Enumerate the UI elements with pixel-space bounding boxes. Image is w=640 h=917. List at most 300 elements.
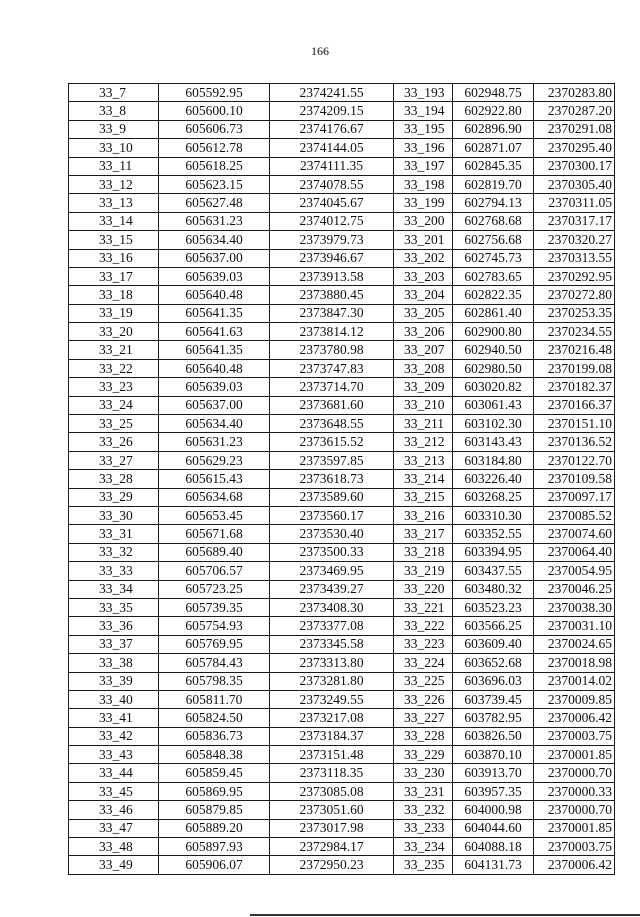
point-id-cell-right: 33_220 — [394, 580, 453, 598]
y-coordinate-cell-right: 2370199.08 — [534, 359, 615, 377]
y-coordinate-cell: 2373313.80 — [270, 654, 394, 672]
point-id-cell-right: 33_234 — [394, 838, 453, 856]
point-id-cell-right: 33_197 — [394, 157, 453, 175]
table-row — [69, 598, 615, 616]
table-row — [69, 690, 615, 708]
table-row — [69, 157, 615, 175]
point-id-cell: 33_41 — [69, 709, 159, 727]
y-coordinate-cell: 2373597.85 — [270, 451, 394, 469]
table-row — [69, 231, 615, 249]
table-row — [69, 415, 615, 433]
x-coordinate-cell: 605637.00 — [159, 249, 270, 267]
table-row — [69, 617, 615, 635]
x-coordinate-cell: 605641.35 — [159, 341, 270, 359]
coordinates-table — [68, 83, 615, 875]
table-row — [69, 580, 615, 598]
x-coordinate-cell-right: 602922.80 — [453, 102, 534, 120]
y-coordinate-cell: 2373249.55 — [270, 690, 394, 708]
x-coordinate-cell: 605641.35 — [159, 304, 270, 322]
table-row — [69, 396, 615, 414]
x-coordinate-cell: 605723.25 — [159, 580, 270, 598]
x-coordinate-cell-right: 603523.23 — [453, 598, 534, 616]
y-coordinate-cell: 2373151.48 — [270, 746, 394, 764]
y-coordinate-cell: 2373345.58 — [270, 635, 394, 653]
x-coordinate-cell: 605824.50 — [159, 709, 270, 727]
y-coordinate-cell-right: 2370305.40 — [534, 175, 615, 193]
x-coordinate-cell: 605639.03 — [159, 267, 270, 285]
x-coordinate-cell-right: 603652.68 — [453, 654, 534, 672]
x-coordinate-cell-right: 603609.40 — [453, 635, 534, 653]
y-coordinate-cell: 2373780.98 — [270, 341, 394, 359]
point-id-cell: 33_17 — [69, 267, 159, 285]
x-coordinate-cell: 605836.73 — [159, 727, 270, 745]
table-row — [69, 286, 615, 304]
y-coordinate-cell: 2373979.73 — [270, 231, 394, 249]
point-id-cell: 33_48 — [69, 838, 159, 856]
x-coordinate-cell: 605639.03 — [159, 378, 270, 396]
y-coordinate-cell: 2373439.27 — [270, 580, 394, 598]
point-id-cell: 33_40 — [69, 690, 159, 708]
table-row — [69, 856, 615, 874]
y-coordinate-cell: 2373184.37 — [270, 727, 394, 745]
y-coordinate-cell: 2373017.98 — [270, 819, 394, 837]
point-id-cell: 33_24 — [69, 396, 159, 414]
table-row — [69, 470, 615, 488]
y-coordinate-cell: 2373560.17 — [270, 506, 394, 524]
point-id-cell: 33_31 — [69, 525, 159, 543]
point-id-cell-right: 33_208 — [394, 359, 453, 377]
table-row — [69, 488, 615, 506]
point-id-cell: 33_11 — [69, 157, 159, 175]
x-coordinate-cell: 605706.57 — [159, 562, 270, 580]
point-id-cell-right: 33_205 — [394, 304, 453, 322]
x-coordinate-cell: 605769.95 — [159, 635, 270, 653]
x-coordinate-cell-right: 603696.03 — [453, 672, 534, 690]
y-coordinate-cell-right: 2370216.48 — [534, 341, 615, 359]
point-id-cell-right: 33_230 — [394, 764, 453, 782]
x-coordinate-cell-right: 603739.45 — [453, 690, 534, 708]
table-row — [69, 635, 615, 653]
y-coordinate-cell-right: 2370320.27 — [534, 231, 615, 249]
x-coordinate-cell-right: 602940.50 — [453, 341, 534, 359]
table-row — [69, 746, 615, 764]
table-row — [69, 341, 615, 359]
x-coordinate-cell-right: 603394.95 — [453, 543, 534, 561]
y-coordinate-cell-right: 2370018.98 — [534, 654, 615, 672]
x-coordinate-cell-right: 603226.40 — [453, 470, 534, 488]
table-row — [69, 654, 615, 672]
point-id-cell: 33_14 — [69, 212, 159, 230]
table-row — [69, 175, 615, 193]
table-row — [69, 120, 615, 138]
y-coordinate-cell: 2373118.35 — [270, 764, 394, 782]
y-coordinate-cell-right: 2370122.70 — [534, 451, 615, 469]
x-coordinate-cell-right: 602783.65 — [453, 267, 534, 285]
x-coordinate-cell-right: 603480.32 — [453, 580, 534, 598]
table-row — [69, 267, 615, 285]
x-coordinate-cell: 605634.40 — [159, 415, 270, 433]
y-coordinate-cell-right: 2370109.58 — [534, 470, 615, 488]
y-coordinate-cell-right: 2370024.65 — [534, 635, 615, 653]
point-id-cell-right: 33_225 — [394, 672, 453, 690]
x-coordinate-cell: 605637.00 — [159, 396, 270, 414]
y-coordinate-cell-right: 2370009.85 — [534, 690, 615, 708]
x-coordinate-cell: 605600.10 — [159, 102, 270, 120]
y-coordinate-cell: 2373913.58 — [270, 267, 394, 285]
point-id-cell-right: 33_214 — [394, 470, 453, 488]
table-row — [69, 451, 615, 469]
point-id-cell-right: 33_201 — [394, 231, 453, 249]
x-coordinate-cell: 605618.25 — [159, 157, 270, 175]
x-coordinate-cell: 605592.95 — [159, 84, 270, 102]
x-coordinate-cell: 605879.85 — [159, 801, 270, 819]
point-id-cell-right: 33_193 — [394, 84, 453, 102]
y-coordinate-cell: 2373217.08 — [270, 709, 394, 727]
x-coordinate-cell-right: 602756.68 — [453, 231, 534, 249]
y-coordinate-cell: 2373648.55 — [270, 415, 394, 433]
point-id-cell-right: 33_229 — [394, 746, 453, 764]
x-coordinate-cell-right: 602822.35 — [453, 286, 534, 304]
point-id-cell-right: 33_203 — [394, 267, 453, 285]
x-coordinate-cell-right: 604044.60 — [453, 819, 534, 837]
x-coordinate-cell: 605634.40 — [159, 231, 270, 249]
y-coordinate-cell-right: 2370003.75 — [534, 838, 615, 856]
table-row — [69, 139, 615, 157]
table-row — [69, 525, 615, 543]
table-row — [69, 801, 615, 819]
point-id-cell-right: 33_233 — [394, 819, 453, 837]
x-coordinate-cell-right: 603184.80 — [453, 451, 534, 469]
x-coordinate-cell-right: 602861.40 — [453, 304, 534, 322]
point-id-cell-right: 33_196 — [394, 139, 453, 157]
point-id-cell-right: 33_219 — [394, 562, 453, 580]
point-id-cell: 33_8 — [69, 102, 159, 120]
table-row — [69, 727, 615, 745]
x-coordinate-cell-right: 603870.10 — [453, 746, 534, 764]
x-coordinate-cell-right: 603268.25 — [453, 488, 534, 506]
y-coordinate-cell-right: 2370003.75 — [534, 727, 615, 745]
y-coordinate-cell-right: 2370006.42 — [534, 709, 615, 727]
point-id-cell-right: 33_218 — [394, 543, 453, 561]
y-coordinate-cell: 2373880.45 — [270, 286, 394, 304]
y-coordinate-cell-right: 2370317.17 — [534, 212, 615, 230]
table-row — [69, 506, 615, 524]
point-id-cell-right: 33_206 — [394, 323, 453, 341]
x-coordinate-cell-right: 602845.35 — [453, 157, 534, 175]
y-coordinate-cell: 2373618.73 — [270, 470, 394, 488]
y-coordinate-cell: 2373681.60 — [270, 396, 394, 414]
point-id-cell: 33_42 — [69, 727, 159, 745]
coordinates-table-body — [69, 84, 615, 875]
x-coordinate-cell: 605615.43 — [159, 470, 270, 488]
x-coordinate-cell-right: 603310.30 — [453, 506, 534, 524]
y-coordinate-cell-right: 2370136.52 — [534, 433, 615, 451]
x-coordinate-cell-right: 602819.70 — [453, 175, 534, 193]
point-id-cell-right: 33_202 — [394, 249, 453, 267]
y-coordinate-cell: 2374111.35 — [270, 157, 394, 175]
y-coordinate-cell: 2373714.70 — [270, 378, 394, 396]
point-id-cell: 33_44 — [69, 764, 159, 782]
y-coordinate-cell: 2373530.40 — [270, 525, 394, 543]
table-row — [69, 838, 615, 856]
x-coordinate-cell-right: 602794.13 — [453, 194, 534, 212]
y-coordinate-cell: 2372984.17 — [270, 838, 394, 856]
x-coordinate-cell-right: 603782.95 — [453, 709, 534, 727]
x-coordinate-cell: 605798.35 — [159, 672, 270, 690]
table-row — [69, 304, 615, 322]
point-id-cell-right: 33_213 — [394, 451, 453, 469]
point-id-cell-right: 33_217 — [394, 525, 453, 543]
y-coordinate-cell: 2373051.60 — [270, 801, 394, 819]
x-coordinate-cell-right: 603020.82 — [453, 378, 534, 396]
point-id-cell: 33_7 — [69, 84, 159, 102]
point-id-cell-right: 33_228 — [394, 727, 453, 745]
y-coordinate-cell-right: 2370166.37 — [534, 396, 615, 414]
y-coordinate-cell-right: 2370046.25 — [534, 580, 615, 598]
y-coordinate-cell-right: 2370272.80 — [534, 286, 615, 304]
x-coordinate-cell-right: 602948.75 — [453, 84, 534, 102]
y-coordinate-cell-right: 2370001.85 — [534, 819, 615, 837]
y-coordinate-cell-right: 2370031.10 — [534, 617, 615, 635]
y-coordinate-cell: 2374045.67 — [270, 194, 394, 212]
point-id-cell: 33_18 — [69, 286, 159, 304]
point-id-cell-right: 33_211 — [394, 415, 453, 433]
table-row — [69, 212, 615, 230]
point-id-cell: 33_9 — [69, 120, 159, 138]
point-id-cell: 33_49 — [69, 856, 159, 874]
point-id-cell-right: 33_212 — [394, 433, 453, 451]
point-id-cell-right: 33_216 — [394, 506, 453, 524]
x-coordinate-cell: 605612.78 — [159, 139, 270, 157]
x-coordinate-cell: 605653.45 — [159, 506, 270, 524]
point-id-cell: 33_16 — [69, 249, 159, 267]
point-id-cell: 33_35 — [69, 598, 159, 616]
x-coordinate-cell: 605641.63 — [159, 323, 270, 341]
point-id-cell: 33_32 — [69, 543, 159, 561]
table-row — [69, 562, 615, 580]
table-row — [69, 194, 615, 212]
y-coordinate-cell: 2374241.55 — [270, 84, 394, 102]
y-coordinate-cell-right: 2370064.40 — [534, 543, 615, 561]
x-coordinate-cell-right: 603352.55 — [453, 525, 534, 543]
table-row — [69, 359, 615, 377]
point-id-cell: 33_33 — [69, 562, 159, 580]
point-id-cell: 33_27 — [69, 451, 159, 469]
y-coordinate-cell-right: 2370000.33 — [534, 782, 615, 800]
table-row — [69, 672, 615, 690]
point-id-cell-right: 33_221 — [394, 598, 453, 616]
y-coordinate-cell-right: 2370287.20 — [534, 102, 615, 120]
point-id-cell: 33_20 — [69, 323, 159, 341]
x-coordinate-cell-right: 603826.50 — [453, 727, 534, 745]
point-id-cell-right: 33_231 — [394, 782, 453, 800]
point-id-cell: 33_34 — [69, 580, 159, 598]
point-id-cell-right: 33_222 — [394, 617, 453, 635]
x-coordinate-cell: 605859.45 — [159, 764, 270, 782]
point-id-cell-right: 33_207 — [394, 341, 453, 359]
point-id-cell-right: 33_227 — [394, 709, 453, 727]
y-coordinate-cell: 2373408.30 — [270, 598, 394, 616]
y-coordinate-cell: 2374176.67 — [270, 120, 394, 138]
y-coordinate-cell: 2374209.15 — [270, 102, 394, 120]
point-id-cell: 33_36 — [69, 617, 159, 635]
x-coordinate-cell-right: 603437.55 — [453, 562, 534, 580]
table-row — [69, 323, 615, 341]
point-id-cell: 33_45 — [69, 782, 159, 800]
y-coordinate-cell-right: 2370295.40 — [534, 139, 615, 157]
point-id-cell: 33_30 — [69, 506, 159, 524]
point-id-cell-right: 33_232 — [394, 801, 453, 819]
y-coordinate-cell-right: 2370014.02 — [534, 672, 615, 690]
table-row — [69, 84, 615, 102]
point-id-cell: 33_25 — [69, 415, 159, 433]
point-id-cell-right: 33_224 — [394, 654, 453, 672]
x-coordinate-cell-right: 603566.25 — [453, 617, 534, 635]
y-coordinate-cell: 2374012.75 — [270, 212, 394, 230]
y-coordinate-cell: 2373469.95 — [270, 562, 394, 580]
point-id-cell: 33_38 — [69, 654, 159, 672]
y-coordinate-cell-right: 2370311.05 — [534, 194, 615, 212]
x-coordinate-cell-right: 604088.18 — [453, 838, 534, 856]
x-coordinate-cell: 605631.23 — [159, 433, 270, 451]
x-coordinate-cell: 605606.73 — [159, 120, 270, 138]
x-coordinate-cell: 605897.93 — [159, 838, 270, 856]
point-id-cell: 33_47 — [69, 819, 159, 837]
point-id-cell: 33_28 — [69, 470, 159, 488]
y-coordinate-cell-right: 2370054.95 — [534, 562, 615, 580]
page-number: 166 — [311, 44, 329, 58]
y-coordinate-cell: 2373281.80 — [270, 672, 394, 690]
y-coordinate-cell: 2373589.60 — [270, 488, 394, 506]
x-coordinate-cell-right: 602896.90 — [453, 120, 534, 138]
x-coordinate-cell: 605634.68 — [159, 488, 270, 506]
point-id-cell-right: 33_199 — [394, 194, 453, 212]
y-coordinate-cell-right: 2370097.17 — [534, 488, 615, 506]
table-row — [69, 764, 615, 782]
y-coordinate-cell: 2373085.08 — [270, 782, 394, 800]
y-coordinate-cell-right: 2370074.60 — [534, 525, 615, 543]
y-coordinate-cell: 2373847.30 — [270, 304, 394, 322]
x-coordinate-cell: 605906.07 — [159, 856, 270, 874]
point-id-cell: 33_22 — [69, 359, 159, 377]
table-row — [69, 709, 615, 727]
point-id-cell-right: 33_200 — [394, 212, 453, 230]
x-coordinate-cell: 605784.43 — [159, 654, 270, 672]
x-coordinate-cell-right: 603143.43 — [453, 433, 534, 451]
x-coordinate-cell: 605811.70 — [159, 690, 270, 708]
y-coordinate-cell-right: 2370292.95 — [534, 267, 615, 285]
y-coordinate-cell-right: 2370001.85 — [534, 746, 615, 764]
x-coordinate-cell-right: 603061.43 — [453, 396, 534, 414]
y-coordinate-cell: 2373814.12 — [270, 323, 394, 341]
table-row — [69, 433, 615, 451]
point-id-cell-right: 33_210 — [394, 396, 453, 414]
x-coordinate-cell: 605739.35 — [159, 598, 270, 616]
x-coordinate-cell-right: 602768.68 — [453, 212, 534, 230]
point-id-cell-right: 33_223 — [394, 635, 453, 653]
y-coordinate-cell-right: 2370313.55 — [534, 249, 615, 267]
point-id-cell-right: 33_194 — [394, 102, 453, 120]
x-coordinate-cell: 605889.20 — [159, 819, 270, 837]
point-id-cell: 33_21 — [69, 341, 159, 359]
point-id-cell-right: 33_215 — [394, 488, 453, 506]
x-coordinate-cell-right: 602871.07 — [453, 139, 534, 157]
y-coordinate-cell-right: 2370085.52 — [534, 506, 615, 524]
y-coordinate-cell-right: 2370038.30 — [534, 598, 615, 616]
x-coordinate-cell-right: 604000.98 — [453, 801, 534, 819]
point-id-cell: 33_12 — [69, 175, 159, 193]
point-id-cell: 33_29 — [69, 488, 159, 506]
point-id-cell-right: 33_198 — [394, 175, 453, 193]
x-coordinate-cell: 605640.48 — [159, 359, 270, 377]
x-coordinate-cell-right: 603102.30 — [453, 415, 534, 433]
table-row — [69, 543, 615, 561]
table-row — [69, 249, 615, 267]
x-coordinate-cell: 605671.68 — [159, 525, 270, 543]
y-coordinate-cell: 2372950.23 — [270, 856, 394, 874]
x-coordinate-cell: 605640.48 — [159, 286, 270, 304]
y-coordinate-cell-right: 2370253.35 — [534, 304, 615, 322]
y-coordinate-cell-right: 2370283.80 — [534, 84, 615, 102]
y-coordinate-cell-right: 2370234.55 — [534, 323, 615, 341]
point-id-cell: 33_13 — [69, 194, 159, 212]
x-coordinate-cell-right: 604131.73 — [453, 856, 534, 874]
y-coordinate-cell: 2373747.83 — [270, 359, 394, 377]
y-coordinate-cell: 2373615.52 — [270, 433, 394, 451]
y-coordinate-cell: 2373500.33 — [270, 543, 394, 561]
x-coordinate-cell-right: 603957.35 — [453, 782, 534, 800]
table-row — [69, 782, 615, 800]
point-id-cell-right: 33_209 — [394, 378, 453, 396]
x-coordinate-cell: 605689.40 — [159, 543, 270, 561]
y-coordinate-cell-right: 2370006.42 — [534, 856, 615, 874]
point-id-cell-right: 33_226 — [394, 690, 453, 708]
y-coordinate-cell-right: 2370000.70 — [534, 801, 615, 819]
x-coordinate-cell: 605869.95 — [159, 782, 270, 800]
x-coordinate-cell-right: 602745.73 — [453, 249, 534, 267]
point-id-cell-right: 33_195 — [394, 120, 453, 138]
x-coordinate-cell: 605623.15 — [159, 175, 270, 193]
y-coordinate-cell: 2373377.08 — [270, 617, 394, 635]
x-coordinate-cell: 605629.23 — [159, 451, 270, 469]
y-coordinate-cell-right: 2370151.10 — [534, 415, 615, 433]
table-row — [69, 378, 615, 396]
table-row — [69, 102, 615, 120]
x-coordinate-cell-right: 602980.50 — [453, 359, 534, 377]
x-coordinate-cell-right: 603913.70 — [453, 764, 534, 782]
point-id-cell: 33_19 — [69, 304, 159, 322]
y-coordinate-cell-right: 2370182.37 — [534, 378, 615, 396]
point-id-cell: 33_26 — [69, 433, 159, 451]
y-coordinate-cell: 2373946.67 — [270, 249, 394, 267]
point-id-cell: 33_46 — [69, 801, 159, 819]
point-id-cell: 33_43 — [69, 746, 159, 764]
point-id-cell: 33_37 — [69, 635, 159, 653]
y-coordinate-cell: 2374078.55 — [270, 175, 394, 193]
point-id-cell: 33_10 — [69, 139, 159, 157]
x-coordinate-cell: 605627.48 — [159, 194, 270, 212]
point-id-cell: 33_23 — [69, 378, 159, 396]
y-coordinate-cell: 2374144.05 — [270, 139, 394, 157]
point-id-cell: 33_39 — [69, 672, 159, 690]
table-row — [69, 819, 615, 837]
x-coordinate-cell-right: 602900.80 — [453, 323, 534, 341]
y-coordinate-cell-right: 2370300.17 — [534, 157, 615, 175]
x-coordinate-cell: 605848.38 — [159, 746, 270, 764]
point-id-cell-right: 33_235 — [394, 856, 453, 874]
x-coordinate-cell: 605631.23 — [159, 212, 270, 230]
y-coordinate-cell-right: 2370000.70 — [534, 764, 615, 782]
